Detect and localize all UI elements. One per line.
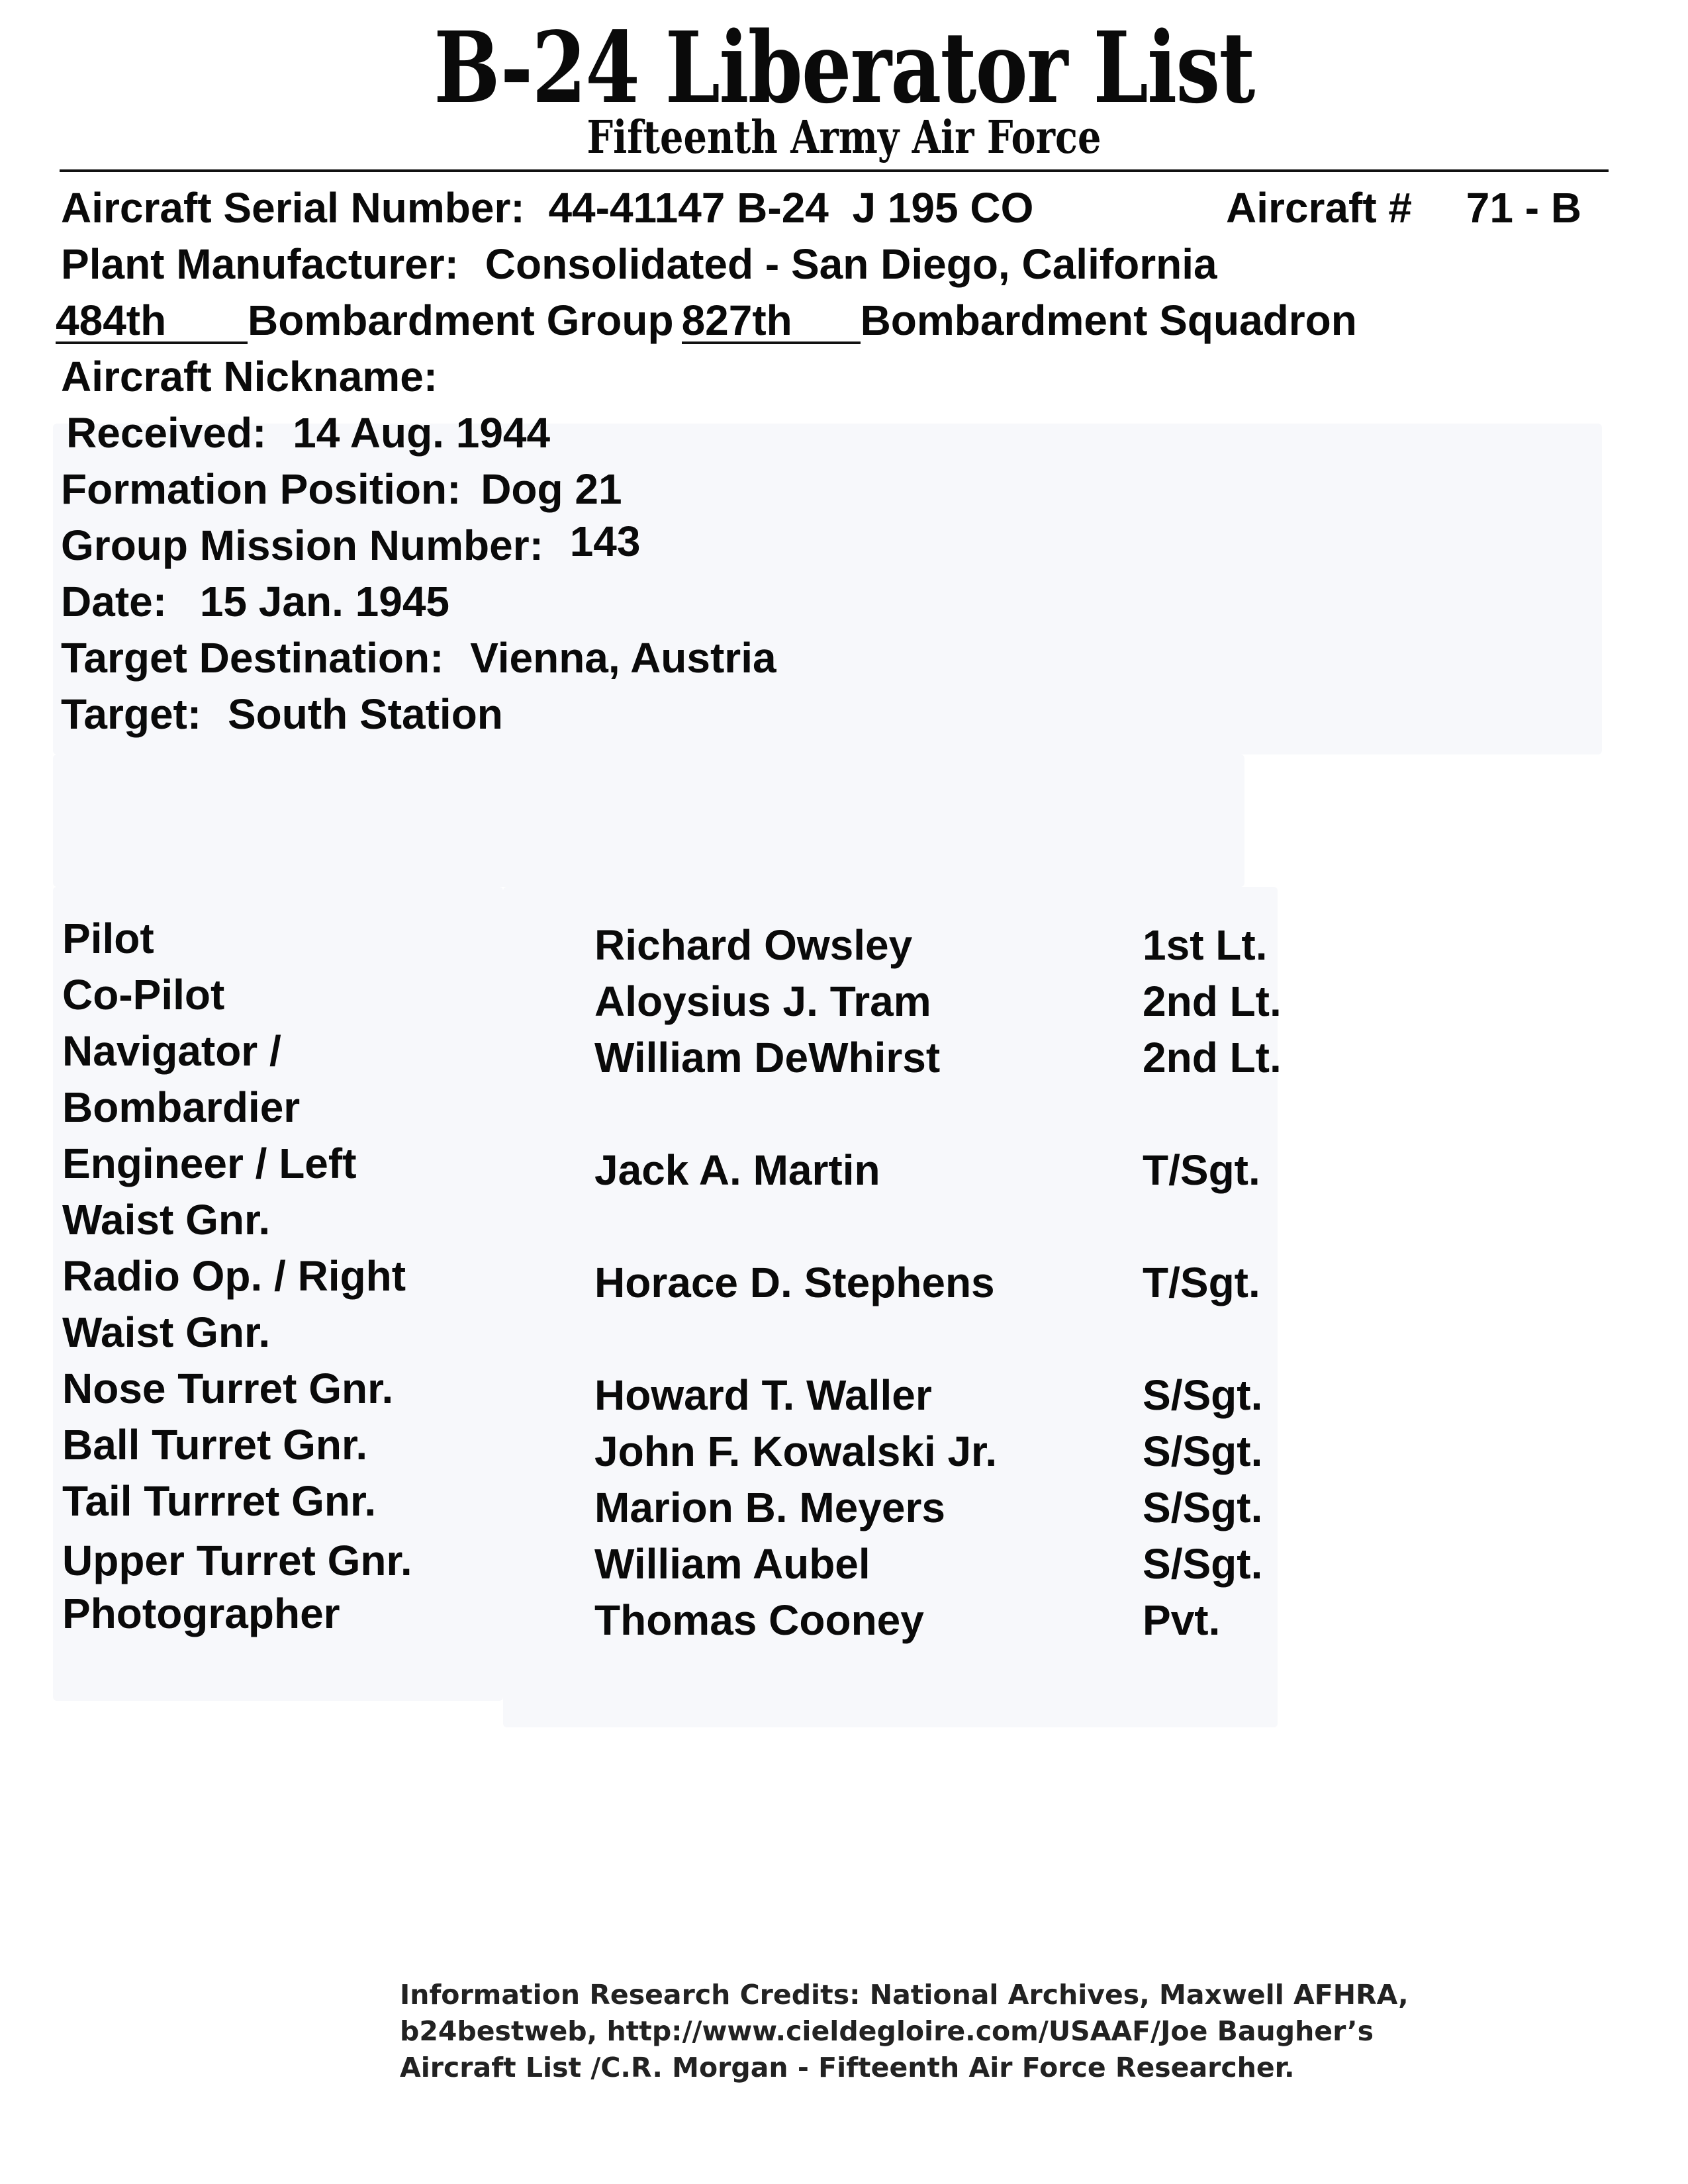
crew-name: Thomas Cooney (594, 1596, 924, 1644)
crew-position: Nose Turret Gnr. (62, 1365, 394, 1412)
crew-position: Photographer (62, 1590, 340, 1637)
serial-line (61, 184, 1033, 232)
page-title: B-24 Liberator List (434, 10, 1254, 125)
aircraft-number-line (1226, 184, 1581, 232)
nickname-line (61, 353, 438, 400)
crew-rank: S/Sgt. (1143, 1484, 1263, 1531)
crew-name: Aloysius J. Tram (594, 978, 931, 1025)
crew-position: Ball Turret Gnr. (62, 1421, 368, 1469)
group-label: Bombardment Group (248, 296, 674, 344)
crew-rank: S/Sgt. (1143, 1371, 1263, 1419)
research-credits (400, 1978, 1409, 2087)
crew-rank: S/Sgt. (1143, 1540, 1263, 1588)
crew-position-continued: Waist Gnr. (62, 1308, 271, 1356)
aircraft-number-label: Aircraft # (1226, 184, 1412, 232)
crew-name: Marion B. Meyers (594, 1484, 945, 1531)
crew-position: Co-Pilot (62, 971, 225, 1019)
target-label: Target: (61, 690, 202, 738)
crew-rank: S/Sgt. (1143, 1428, 1263, 1475)
crew-rank: 1st Lt. (1143, 921, 1268, 969)
crew-rank: Pvt. (1143, 1596, 1221, 1644)
crew-position: Radio Op. / Right (62, 1252, 406, 1300)
crew-position-continued: Waist Gnr. (62, 1196, 271, 1244)
crew-name: Richard Owsley (594, 921, 913, 969)
received-value: 14 Aug. 1944 (293, 409, 551, 457)
manufacturer-value: Consolidated - San Diego, California (485, 240, 1217, 288)
crew-name: Jack A. Martin (594, 1146, 880, 1194)
date-line (61, 578, 449, 625)
aircraft-number-value: 71 - B (1466, 184, 1582, 232)
formation-line (61, 465, 622, 513)
formation-label: Formation Position: (61, 465, 461, 513)
crew-position: Navigator / (62, 1027, 281, 1075)
destination-line (61, 634, 776, 682)
date-value: 15 Jan. 1945 (199, 578, 449, 625)
manufacturer-line (61, 240, 1217, 288)
mission-value: 143 (569, 518, 641, 565)
manufacturer-label: Plant Manufacturer: (61, 240, 459, 288)
crew-rank: T/Sgt. (1143, 1146, 1260, 1194)
group-value: 484th (56, 299, 248, 344)
crew-name: William Aubel (594, 1540, 870, 1588)
serial-value: 44-41147 B-24 J 195 CO (548, 184, 1034, 232)
crew-position: Tail Turrret Gnr. (62, 1477, 377, 1525)
credits-line: Aircraft List /C.R. Morgan - Fifteenth Air Force Researcher. (400, 2052, 1295, 2083)
credits-line: b24bestweb, http://www.cieldegloire.com/USAAF/Joe Baugher’s (400, 2015, 1374, 2047)
squadron-label: Bombardment Squadron (860, 296, 1357, 344)
received-label: Received: (66, 409, 267, 457)
crew-rank: 2nd Lt. (1143, 1034, 1282, 1081)
received-line (66, 409, 550, 457)
destination-label: Target Destination: (61, 634, 444, 682)
mission-line (61, 518, 641, 569)
crew-position-continued: Bombardier (62, 1083, 301, 1131)
crew-rank: T/Sgt. (1143, 1259, 1260, 1306)
unit-line (56, 296, 1357, 344)
squadron-value: 827th (682, 299, 861, 344)
crew-rank: 2nd Lt. (1143, 978, 1282, 1025)
crew-position: Upper Turret Gnr. (62, 1537, 412, 1584)
mission-label: Group Mission Number: (61, 522, 543, 569)
crew-name: Howard T. Waller (594, 1371, 932, 1419)
credits-line: Information Research Credits: National Archives, Maxwell AFHRA, (400, 1979, 1409, 2011)
page-subtitle: Fifteenth Army Air Force (586, 111, 1102, 164)
crew-name: John F. Kowalski Jr. (594, 1428, 998, 1475)
nickname-label: Aircraft Nickname: (61, 353, 438, 400)
date-label: Date: (61, 578, 167, 625)
crew-position: Pilot (62, 915, 154, 962)
destination-value: Vienna, Austria (470, 634, 776, 682)
crew-name: William DeWhirst (594, 1034, 941, 1081)
crew-position: Engineer / Left (62, 1140, 357, 1187)
serial-label: Aircraft Serial Number: (61, 184, 525, 232)
title-divider (60, 169, 1609, 172)
crew-name: Horace D. Stephens (594, 1259, 995, 1306)
target-line (61, 690, 503, 738)
formation-value: Dog 21 (481, 465, 622, 513)
background-smudge (53, 754, 1244, 887)
target-value: South Station (227, 690, 503, 738)
